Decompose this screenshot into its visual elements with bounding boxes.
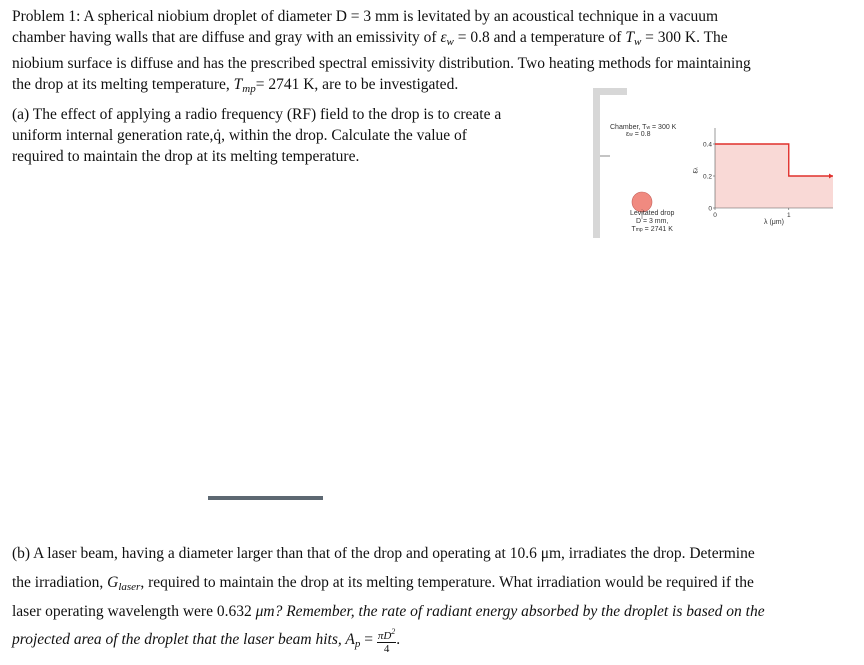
- y-axis-label-sub: λ: [693, 167, 700, 170]
- part-b: [12, 543, 852, 655]
- fraction-numerator: [377, 626, 396, 643]
- fraction-numerator-text: πD: [377, 630, 392, 642]
- chart-x-tick-label: 1: [786, 212, 791, 219]
- problem-line-4-text-a: the drop at its melting temperature,: [12, 76, 234, 93]
- part-b-line-2-text-a: the irradiation,: [12, 574, 108, 591]
- g-subscript: laser: [118, 581, 141, 593]
- problem-line-3: niobium surface is diffuse and has the prescribed spectral emissivity distribution. Two heating methods for maintaining: [12, 55, 751, 72]
- droplet-circle: [632, 192, 652, 212]
- divider-bar: [208, 496, 323, 500]
- emissivity-chart: [703, 128, 833, 219]
- eps-w-symbol: ε: [440, 29, 447, 46]
- problem-line-4-text-b: = 2741 K, are to be investigated.: [255, 76, 459, 93]
- chart-y-tick-label: 0.2: [702, 173, 712, 181]
- g-symbol: G: [107, 574, 119, 591]
- chamber-label-sub: w: [646, 125, 651, 131]
- problem-line-2-text-a: chamber having walls that are diffuse and gray with an emissivity of: [12, 29, 441, 46]
- part-b-line-3-text-b: ? Remember, the rate of radiant energy absorbed by the droplet is based on the: [274, 603, 765, 620]
- eps-label-sub: w: [629, 132, 633, 138]
- part-a-line-1: (a) The effect of applying a radio frequency (RF) field to the drop is to create a: [12, 106, 502, 123]
- tmp-subscript: mp: [242, 83, 256, 95]
- part-b-line-1: (b) A laser beam, having a diameter larger than that of the drop and operating at 10.6 μm, irradiates the drop. Determine: [12, 545, 755, 562]
- eps-w-subscript: w: [446, 36, 454, 48]
- ap-symbol: A: [345, 631, 355, 649]
- chamber-label-text: Chamber, T: [610, 124, 647, 131]
- eps-label: [626, 131, 650, 139]
- part-b-line-3: [12, 601, 852, 622]
- part-b-line-4-eq: =: [360, 631, 377, 649]
- chart-x-tick-label: 0: [713, 212, 717, 219]
- tw-symbol: T: [625, 29, 634, 46]
- chart-y-tick-label: 0.4: [702, 141, 712, 149]
- chart-y-tick-label: 0: [708, 205, 712, 213]
- drop-label-line-2: D = 3 mm,: [635, 218, 669, 225]
- x-axis-label: λ (μm): [764, 219, 784, 226]
- problem-line-2: [12, 27, 852, 53]
- problem-line-2-text-b: = 0.8 and a temperature of: [453, 29, 626, 46]
- chamber-label-value: = 300 K: [650, 124, 677, 131]
- chamber-wall-vertical: [593, 88, 600, 238]
- part-b-line-4: [12, 626, 852, 655]
- area-fraction: [377, 626, 396, 655]
- eps-label-text: ε: [626, 131, 630, 138]
- problem-line-1: Problem 1: A spherical niobium droplet of diameter D = 3 mm is levitated by an acoustical technique in a vacuum: [12, 8, 719, 25]
- part-b-line-2: [12, 572, 852, 598]
- part-b-line-3-mu: μm: [255, 603, 275, 620]
- part-b-line-4-end: .: [396, 631, 401, 649]
- part-a: [12, 104, 598, 167]
- part-b-line-3-text-a: laser operating wavelength were 0.632: [12, 603, 256, 620]
- fraction-denominator: 4: [383, 643, 390, 655]
- y-axis-label: [692, 167, 701, 173]
- problem-line-2-text-c: = 300 K. The: [641, 29, 728, 46]
- drop-label-line-3-sub: mp: [635, 227, 643, 233]
- eps-label-value: = 0.8: [632, 131, 651, 138]
- tw-subscript: w: [633, 36, 642, 48]
- figure-svg: [590, 86, 840, 246]
- drop-label-line-3: [630, 226, 674, 234]
- part-b-line-2-text-b: , required to maintain the drop at its melting temperature. What irradiation would be required if the: [140, 574, 754, 591]
- part-a-line-2: uniform internal generation rate,q̇, within the drop. Calculate the value of: [12, 127, 467, 144]
- part-a-line-3: required to maintain the drop at its melting temperature.: [12, 148, 360, 165]
- ap-subscript: p: [354, 638, 361, 651]
- drop-label-line-3-value: = 2741 K: [642, 226, 673, 233]
- part-b-line-4-text-a: projected area of the droplet that the laser beam hits,: [12, 631, 346, 649]
- chamber-wall-horizontal: [593, 88, 627, 95]
- fraction-numerator-sup: 2: [391, 627, 396, 636]
- y-axis-label-text: ε: [690, 169, 700, 174]
- drop-label-line-1: Levitated drop: [630, 210, 675, 217]
- drop-label-line-3-text: T: [631, 226, 636, 233]
- tmp-symbol: T: [233, 76, 243, 93]
- figure: [590, 86, 840, 246]
- drop-label: [630, 210, 674, 234]
